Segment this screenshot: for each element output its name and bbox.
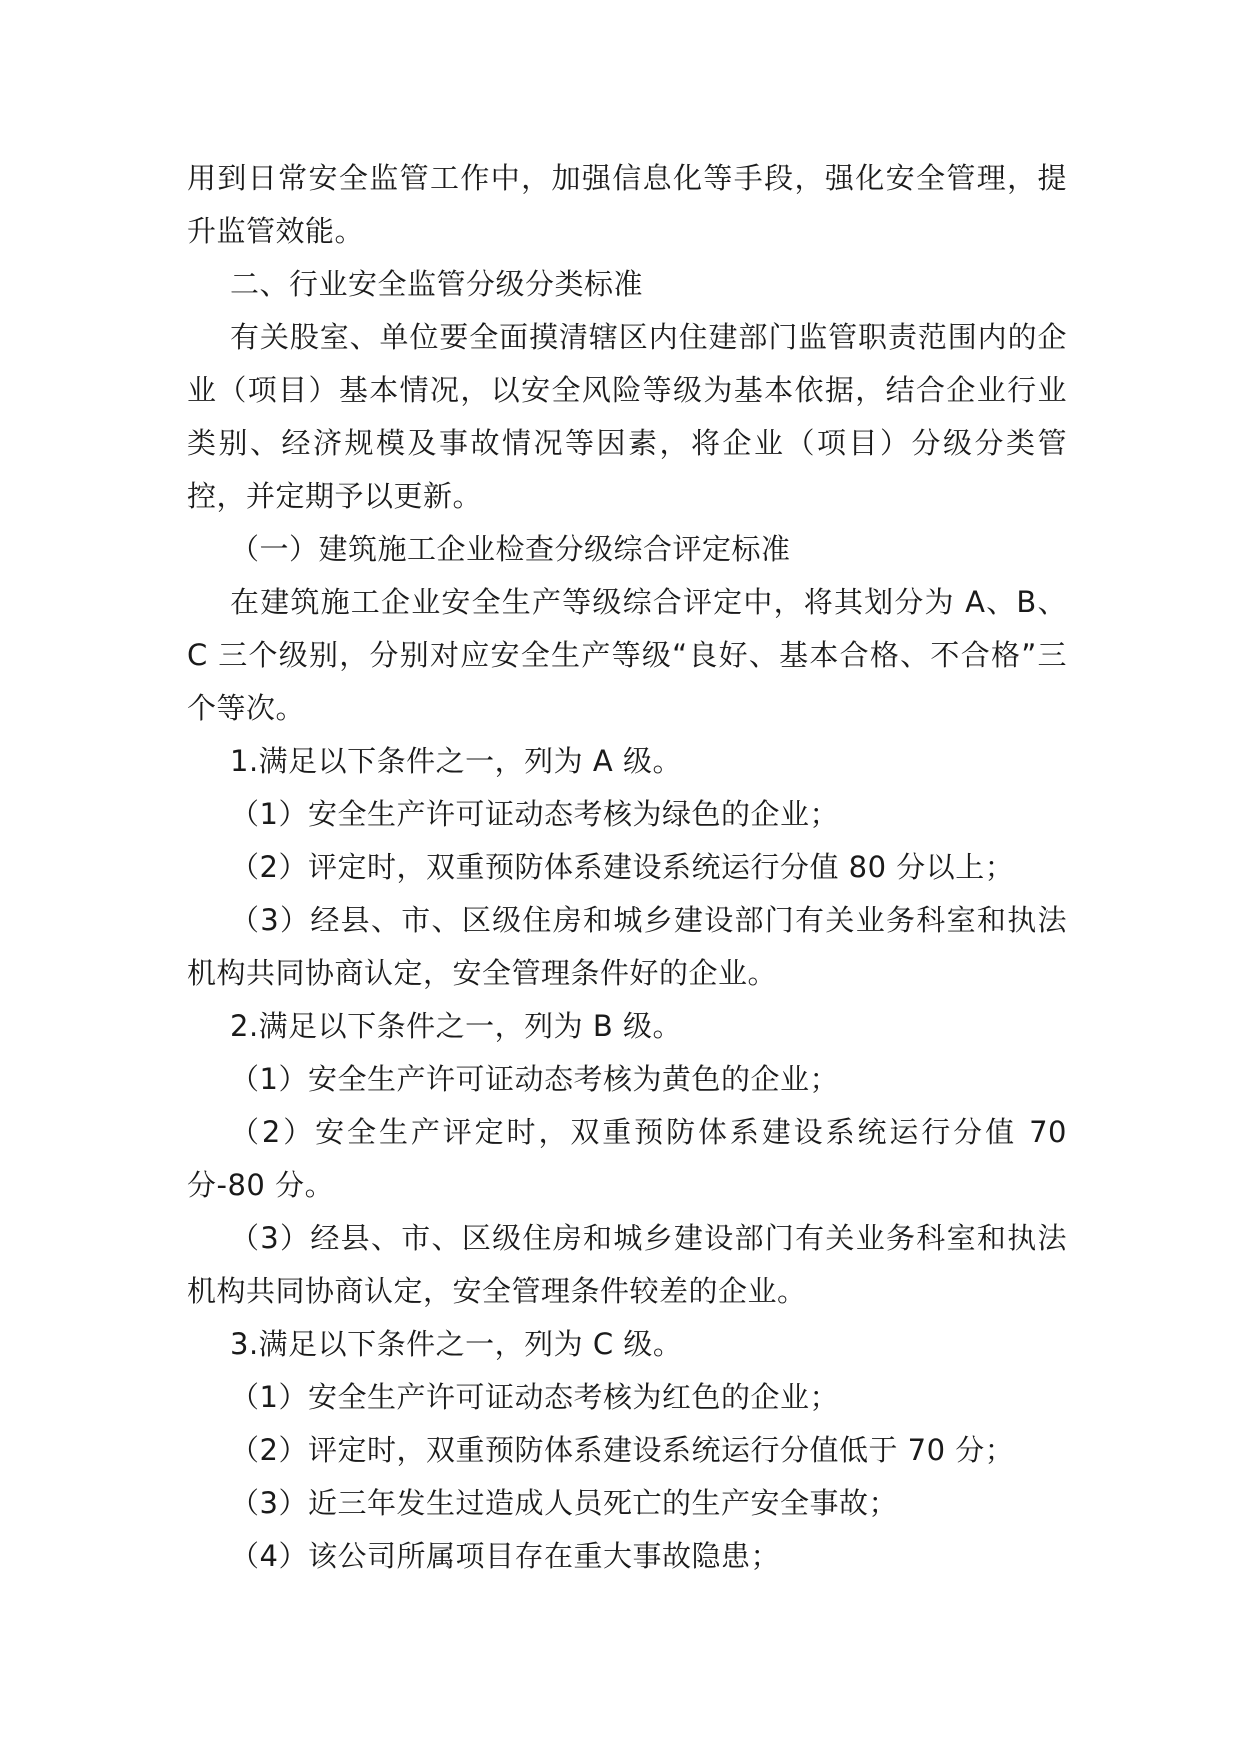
list-item-c3: （3）近三年发生过造成人员死亡的生产安全事故； <box>230 1486 898 1520</box>
list-item-c4: （4）该公司所属项目存在重大事故隐患； <box>230 1539 780 1573</box>
document-body <box>187 152 1067 1583</box>
list-item-a3: （3）经县、市、区级住房和城乡建设部门有关业务科室和执法机构共同协商认定，安全管理条件好的企业。 <box>187 903 1067 990</box>
list-item-a2: （2）评定时，双重预防体系建设系统运行分值 80 分以上； <box>230 850 1015 884</box>
paragraph-grading: 在建筑施工企业安全生产等级综合评定中，将其划分为 A、B、C 三个级别，分别对应安全生产等级“良好、基本合格、不合格”三个等次。 <box>187 585 1067 725</box>
list-item-a1: （1）安全生产许可证动态考核为绿色的企业； <box>230 797 839 831</box>
list-heading-c: 3.满足以下条件之一，列为 C 级。 <box>230 1327 683 1361</box>
list-item-b3: （3）经县、市、区级住房和城乡建设部门有关业务科室和执法机构共同协商认定，安全管理条件较差的企业。 <box>187 1221 1067 1308</box>
paragraph-continued: 用到日常安全监管工作中，加强信息化等手段，强化安全管理，提升监管效能。 <box>187 161 1067 248</box>
list-item-c2: （2）评定时，双重预防体系建设系统运行分值低于 70 分； <box>230 1433 1015 1467</box>
paragraph-intro: 有关股室、单位要全面摸清辖区内住建部门监管职责范围内的企业（项目）基本情况，以安全风险等级为基本依据，结合企业行业类别、经济规模及事故情况等因素，将企业（项目）分级分类管控，并定期予以更新。 <box>187 320 1067 513</box>
list-heading-a: 1.满足以下条件之一，列为 A 级。 <box>230 744 682 778</box>
list-heading-b: 2.满足以下条件之一，列为 B 级。 <box>230 1009 683 1043</box>
section-heading-2: 二、行业安全监管分级分类标准 <box>230 267 644 301</box>
subsection-heading-1: （一）建筑施工企业检查分级综合评定标准 <box>230 532 791 566</box>
list-item-c1: （1）安全生产许可证动态考核为红色的企业； <box>230 1380 839 1414</box>
list-item-b1: （1）安全生产许可证动态考核为黄色的企业； <box>230 1062 839 1096</box>
list-item-b2: （2）安全生产评定时，双重预防体系建设系统运行分值 70 分-80 分。 <box>187 1115 1067 1202</box>
